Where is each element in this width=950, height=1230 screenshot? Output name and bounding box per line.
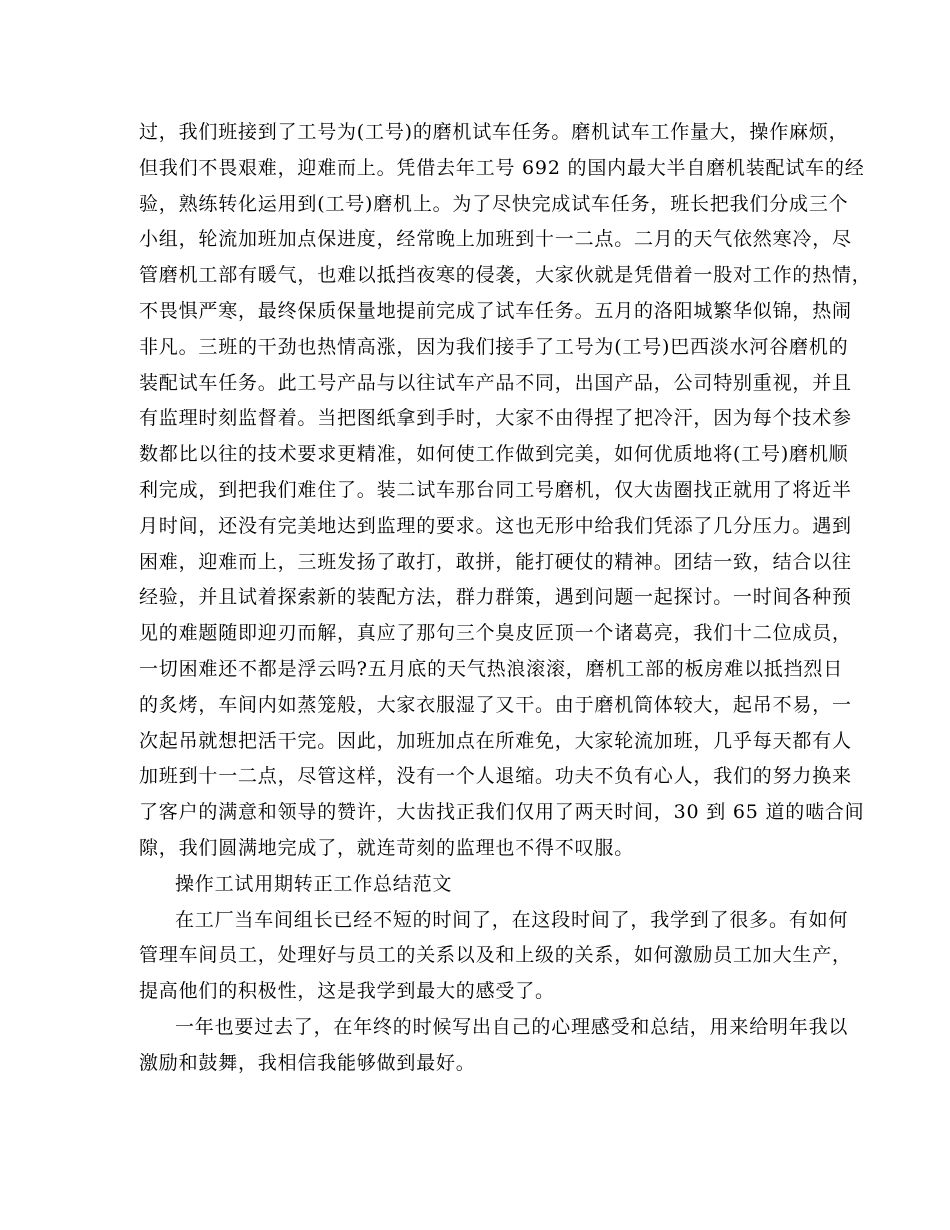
text-line: 隙，我们圆满地完成了，就连苛刻的监理也不得不叹服。 — [139, 836, 635, 859]
text-line: 有监理时刻监督着。当把图纸拿到手时，大家不由得捏了把冷汗，因为每个技术参 — [139, 407, 852, 430]
paragraph-3 — [139, 1010, 849, 1082]
document-body — [139, 115, 872, 1082]
text-line: 月时间，还没有完美地达到监理的要求。这也无形中给我们凭添了几分压力。遇到 — [139, 514, 852, 537]
text-line: 管磨机工部有暖气，也难以抵挡夜寒的侵袭，大家伙就是凭借着一股对工作的热情， — [139, 264, 872, 287]
paragraph-2 — [139, 903, 852, 1010]
text-line: 困难，迎难而上，三班发扬了敢打，敢拼，能打硬仗的精神。团结一致，结合以往 — [139, 550, 852, 573]
text-line: 但我们不畏艰难，迎难而上。凭借去年工号 692 的国内最大半自磨机装配试车的经 — [139, 156, 865, 179]
text-line: 非凡。三班的干劲也热情高涨，因为我们接手了工号为(工号)巴西淡水河谷磨机的 — [139, 335, 849, 358]
text-line: 了客户的满意和领导的赞许，大齿找正我们仅用了两天时间，30 到 65 道的啮合间 — [139, 801, 865, 824]
text-line: 提高他们的积极性，这是我学到最大的感受了。 — [139, 980, 555, 1003]
text-line: 次起吊就想把活干完。因此，加班加点在所难免，大家轮流加班，几乎每天都有人 — [139, 729, 852, 752]
text-line: 的炙烤，车间内如蒸笼般，大家衣服湿了又干。由于磨机筒体较大，起吊不易，一 — [139, 693, 852, 716]
text-line: 装配试车任务。此工号产品与以往试车产品不同，出国产品，公司特别重视，并且 — [139, 371, 852, 394]
text-line: 在工厂当车间组长已经不短的时间了，在这段时间了，我学到了很多。有如何 — [175, 908, 849, 931]
paragraph-continuation — [139, 115, 872, 867]
text-line: 利完成，到把我们难住了。装二试车那台同工号磨机，仅大齿圈找正就用了将近半 — [139, 478, 852, 501]
text-line: 过，我们班接到了工号为(工号)的磨机试车任务。磨机试车工作量大，操作麻烦， — [139, 121, 849, 143]
text-line: 一切困难还不都是浮云吗?五月底的天气热浪滚滚，磨机工部的板房难以抵挡烈日 — [139, 657, 843, 680]
text-line: 加班到十一二点，尽管这样，没有一个人退缩。功夫不负有心人，我们的努力换来 — [139, 765, 852, 788]
section-title: 操作工试用期转正工作总结范文 — [175, 872, 453, 895]
text-line: 见的难题随即迎刃而解，真应了那句三个臭皮匠顶一个诸葛亮，我们十二位成员， — [139, 622, 852, 645]
text-line: 数都比以往的技术要求更精准，如何使工作做到完美，如何优质地将(工号)磨机顺 — [139, 443, 849, 466]
text-line: 一年也要过去了，在年终的时候写出自己的心理感受和总结，用来给明年我以 — [175, 1015, 849, 1038]
text-line: 验，熟练转化运用到(工号)磨机上。为了尽快完成试车任务，班长把我们分成三个 — [139, 192, 849, 215]
text-line: 不畏惧严寒，最终保质保量地提前完成了试车任务。五月的洛阳城繁华似锦，热闹 — [139, 299, 852, 322]
text-line: 管理车间员工，处理好与员工的关系以及和上级的关系，如何激励员工加大生产， — [139, 944, 852, 967]
text-line: 经验，并且试着探索新的装配方法，群力群策，遇到问题一起探讨。一时间各种预 — [139, 586, 852, 609]
text-line: 小组，轮流加班加点保进度，经常晚上加班到十一二点。二月的天气依然寒冷，尽 — [139, 228, 852, 251]
text-line: 激励和鼓舞，我相信我能够做到最好。 — [139, 1051, 476, 1074]
